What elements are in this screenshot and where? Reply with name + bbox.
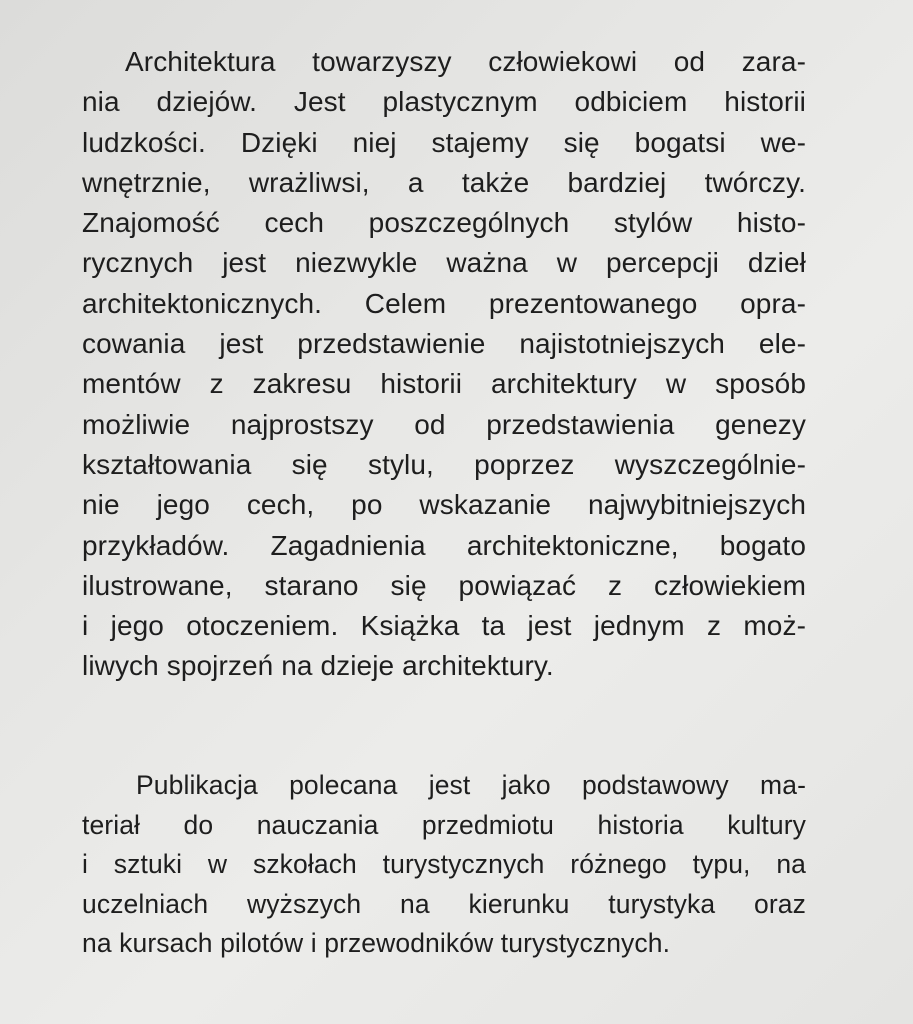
intro-paragraph — [82, 42, 806, 687]
text-line: nie jego cech, po wskazanie najwybitniejszych — [82, 489, 806, 521]
text-line: liwych spojrzeń na dzieje architektury. — [82, 650, 554, 682]
text-line: nia dziejów. Jest plastycznym odbiciem historii — [82, 86, 806, 118]
text-line: Publikacja polecana jest jako podstawowy ma- — [136, 770, 806, 800]
recommendation-paragraph — [82, 766, 806, 964]
text-line: i sztuki w szkołach turystycznych różnego typu, na — [82, 849, 806, 880]
text-line: cowania jest przedstawienie najistotniejszych ele- — [82, 328, 806, 360]
text-line: kształtowania się stylu, poprzez wyszczególnie- — [82, 448, 806, 480]
text-line: Znajomość cech poszczególnych stylów histo- — [82, 207, 806, 239]
text-line: na kursach pilotów i przewodników turystycznych. — [82, 928, 671, 959]
text-line: rycznych jest niezwykle ważna w percepcji dzieł — [82, 247, 806, 279]
text-line: wnętrznie, wrażliwsi, a także bardziej twórczy. — [82, 166, 806, 198]
text-line: mentów z zakresu historii architektury w sposób — [82, 368, 806, 400]
text-line: architektonicznych. Celem prezentowanego opra- — [82, 287, 806, 319]
text-line: i jego otoczeniem. Książka ta jest jednym z moż- — [82, 610, 806, 642]
text-line: ilustrowane, starano się powiązać z człowiekiem — [82, 569, 806, 601]
text-line: Architektura towarzyszy człowiekowi od zara- — [125, 46, 806, 77]
text-line: przykładów. Zagadnienia architektoniczne, bogato — [82, 529, 806, 561]
text-line: możliwie najprostszy od przedstawienia genezy — [82, 408, 806, 440]
text-line: teriał do nauczania przedmiotu historia kultury — [82, 809, 806, 840]
text-line: uczelniach wyższych na kierunku turystyka oraz — [82, 888, 806, 919]
text-line: ludzkości. Dzięki niej stajemy się bogatsi we- — [82, 126, 806, 158]
